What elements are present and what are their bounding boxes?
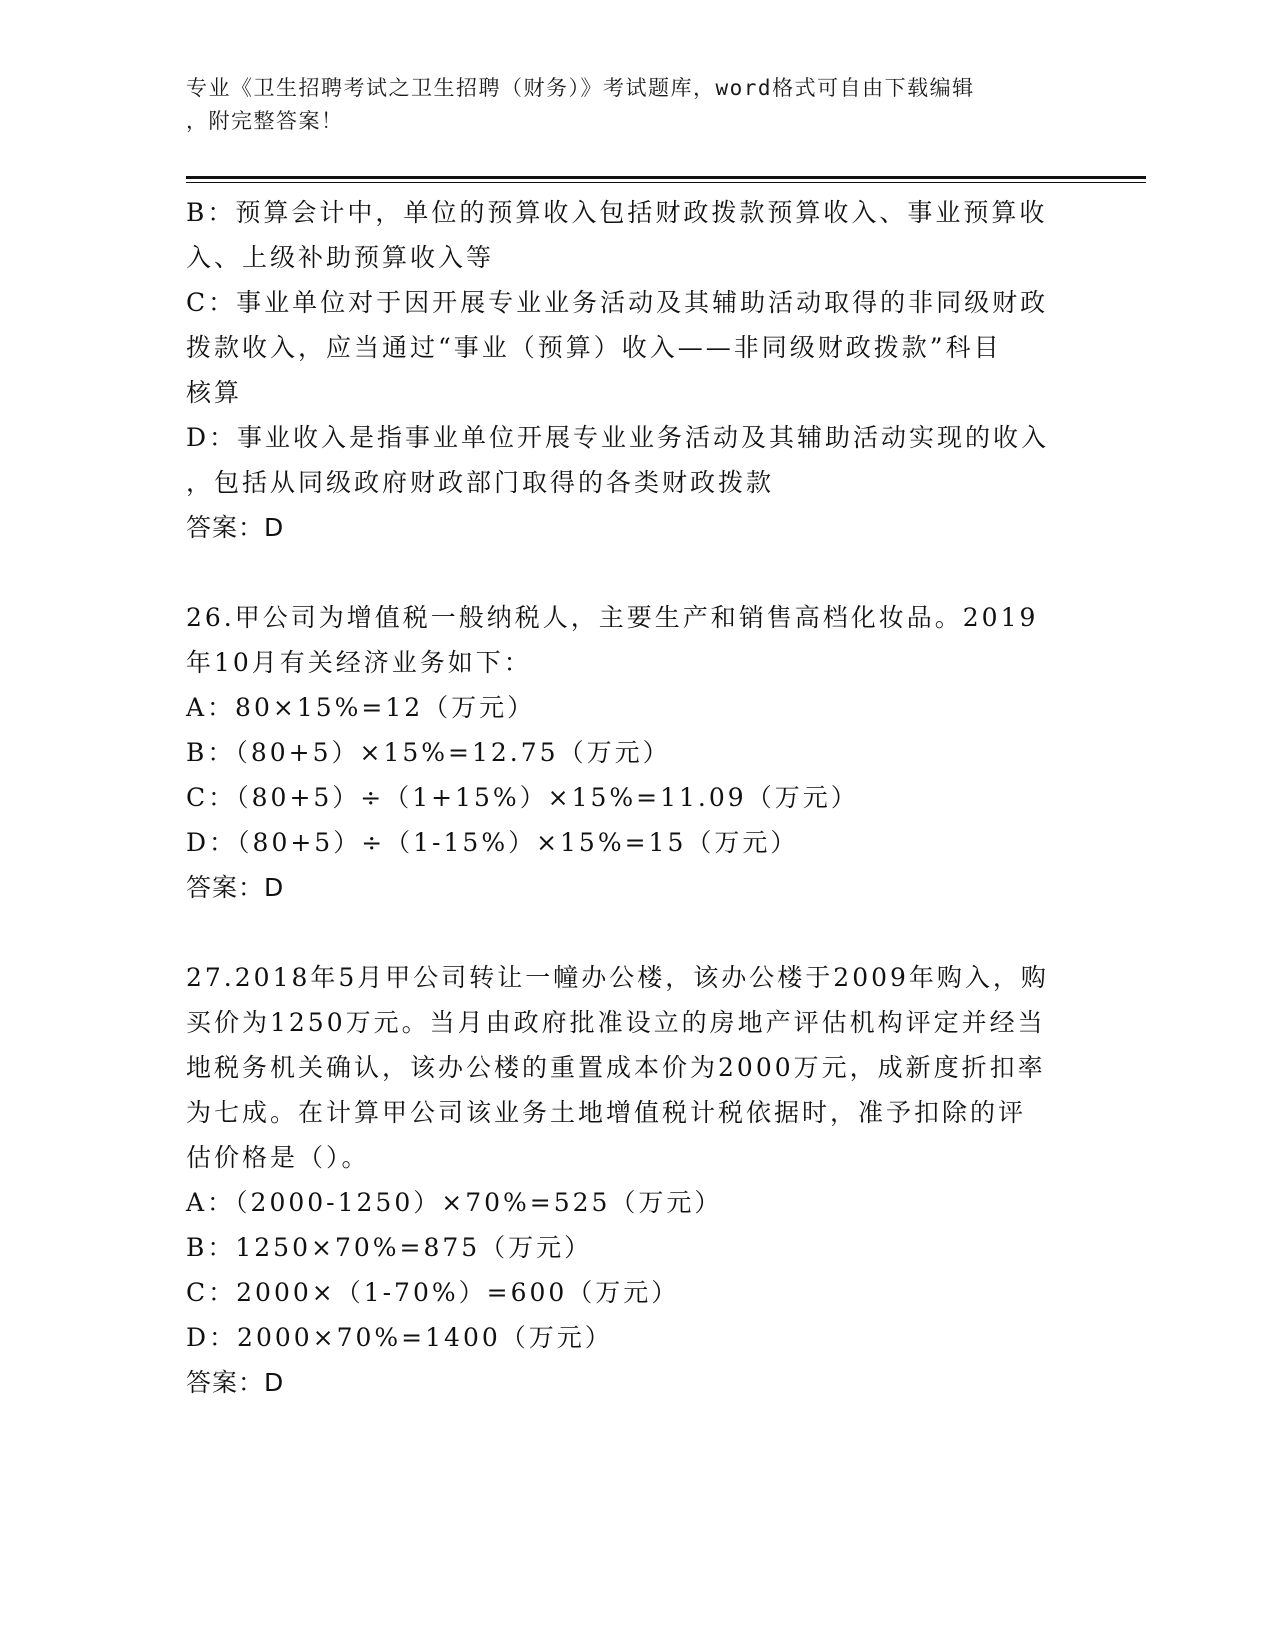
question-stem-line-4: 为七成。在计算甲公司该业务土地增值税计税依据时，准予扣除的评 (186, 1098, 1027, 1127)
option-b-line-2: 入、上级补助预算收入等 (186, 243, 495, 272)
question-stem-line-2: 年10月有关经济业务如下： (186, 648, 532, 677)
option-c: C：2000×（1-70%）=600（万元） (186, 1278, 680, 1307)
question-stem-line-1: 26.甲公司为增值税一般纳税人，主要生产和销售高档化妆品。2019 (186, 603, 1039, 632)
option-c: C：（80+5）÷（1+15%）×15%=11.09（万元） (186, 783, 859, 812)
option-d: D：（80+5）÷（1-15%）×15%=15（万元） (186, 828, 799, 857)
option-d: D：2000×70%=1400（万元） (186, 1323, 613, 1352)
header-line-1: 专业《卫生招聘考试之卫生招聘（财务）》考试题库，word格式可自由下载编辑 (186, 76, 975, 100)
header-line-2: ，附完整答案！ (186, 109, 344, 133)
question-stem-line-3: 地税务机关确认，该办公楼的重置成本价为2000万元，成新度折扣率 (186, 1053, 1046, 1082)
option-c-line-3: 核算 (186, 378, 243, 407)
option-b: B：（80+5）×15%=12.75（万元） (186, 738, 671, 767)
header-divider-thick (186, 176, 1146, 179)
option-c-line-1: C：事业单位对于因开展专业业务活动及其辅助活动取得的非同级财政 (186, 288, 1049, 317)
question-stem-line-5: 估价格是（）。 (186, 1143, 370, 1172)
answer: 答案：D (186, 873, 285, 902)
document-body (186, 190, 1066, 1405)
option-a: A：80×15%=12（万元） (186, 693, 536, 722)
question-stem-line-1: 27.2018年5月甲公司转让一幢办公楼，该办公楼于2009年购入，购 (186, 963, 1049, 992)
option-d-line-1: D：事业收入是指事业单位开展专业业务活动及其辅助活动实现的收入 (186, 423, 1050, 452)
question-stem-line-2: 买价为1250万元。当月由政府批准设立的房地产评估机构评定并经当 (186, 1008, 1046, 1037)
answer: 答案：D (186, 1368, 285, 1397)
prev-question (186, 190, 1066, 550)
document-header (186, 72, 1066, 138)
option-c-line-2: 拨款收入，应当通过“事业（预算）收入——非同级财政拨款”科目 (186, 333, 1002, 362)
option-a: A：（2000-1250）×70%=525（万元） (186, 1188, 723, 1217)
question-27 (186, 955, 1066, 1405)
question-26 (186, 595, 1066, 910)
answer: 答案：D (186, 513, 285, 542)
option-b-line-1: B：预算会计中，单位的预算收入包括财政拨款预算收入、事业预算收 (186, 198, 1048, 227)
option-d-line-2: ，包括从同级政府财政部门取得的各类财政拨款 (186, 468, 775, 497)
header-divider-thin (186, 182, 1146, 183)
option-b: B：1250×70%=875（万元） (186, 1233, 593, 1262)
